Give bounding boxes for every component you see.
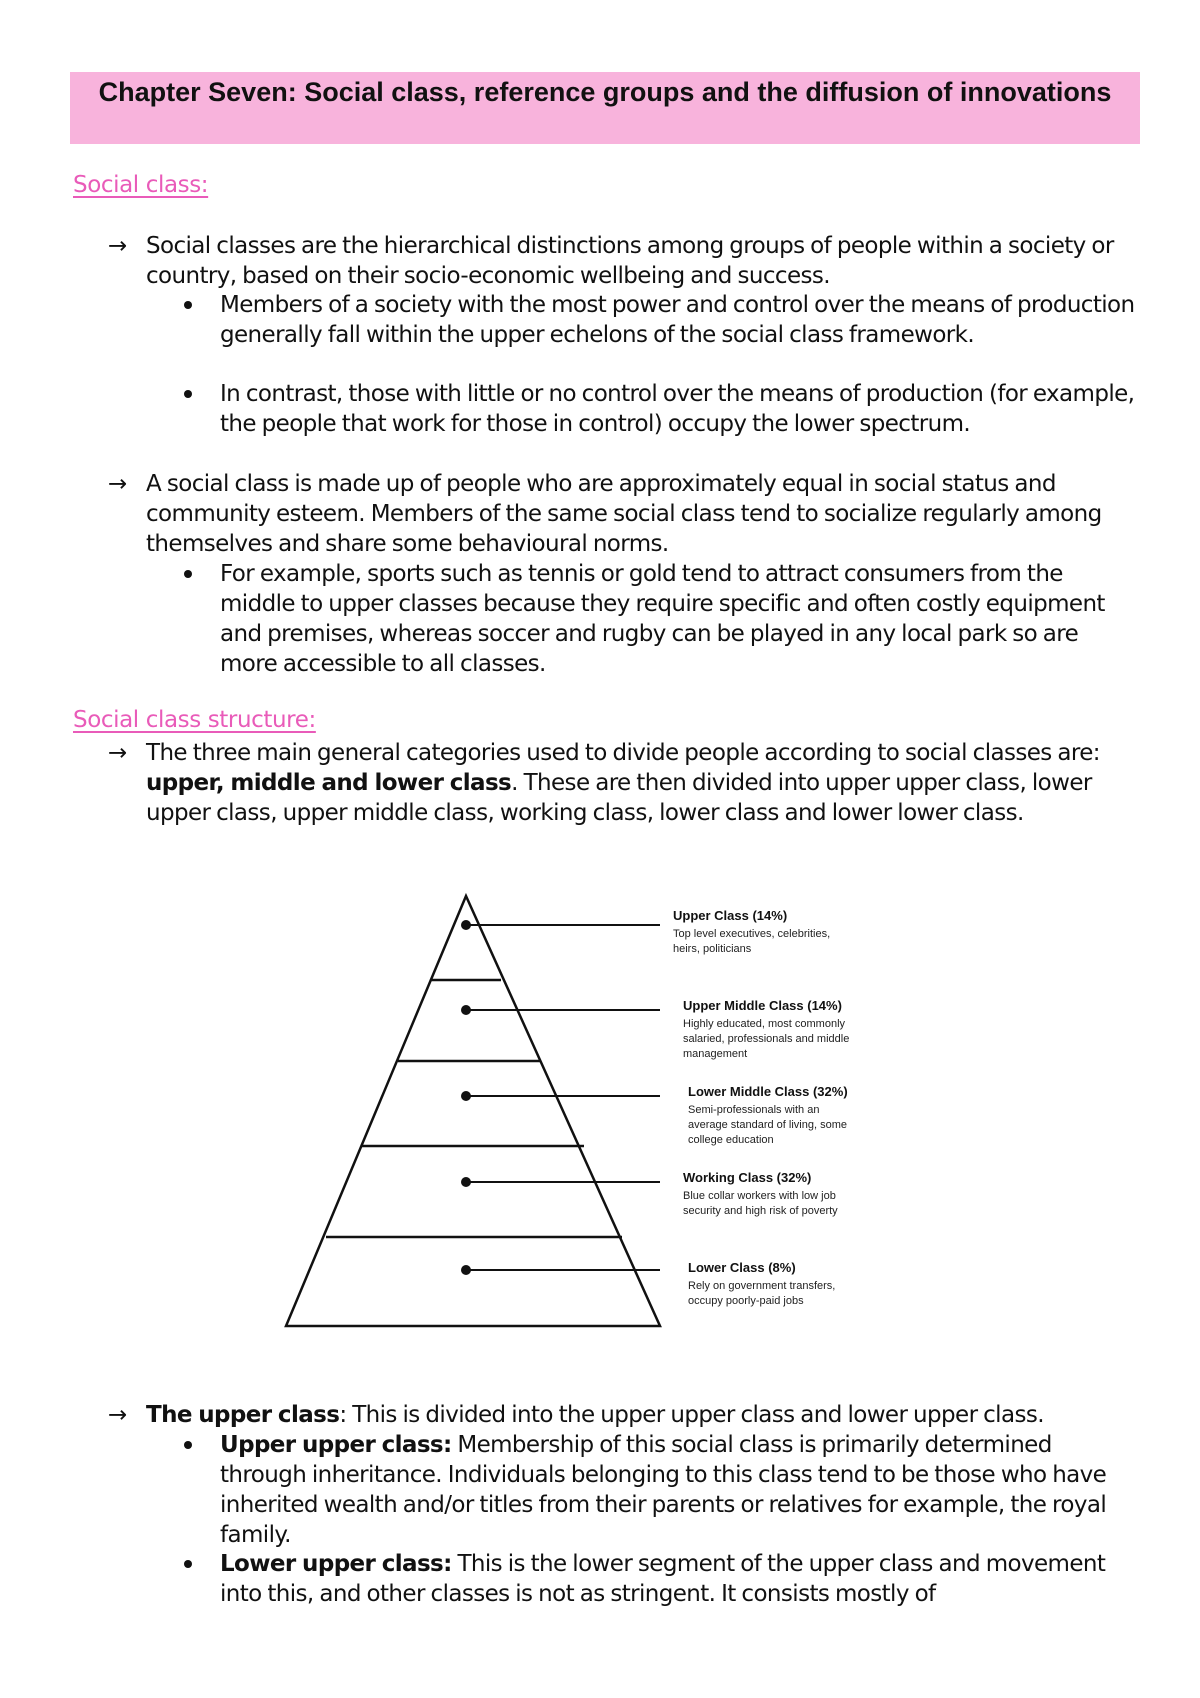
pyramid-level-description: occupy poorly-paid jobs bbox=[688, 1295, 804, 1307]
pyramid-level-description: Highly educated, most commonly bbox=[683, 1018, 846, 1030]
pyramid-level-title: Upper Middle Class (14%) bbox=[683, 998, 842, 1013]
pyramid-outline bbox=[286, 896, 660, 1326]
bullet-text: Upper upper class: Membership of this social class is primarily determined through inheritance. Individuals belonging to this class tend to be those who have inherited wealth and/or titles from their parents or relatives for example, the royal family. bbox=[220, 1432, 1107, 1548]
bullet-item-4 bbox=[178, 1430, 1138, 1550]
pyramid-level-description: Rely on government transfers, bbox=[688, 1280, 836, 1292]
arrow-item-text: The upper class: This is divided into the upper upper class and lower upper class. bbox=[146, 1402, 1044, 1428]
arrow-item-text: A social class is made up of people who are approximately equal in social status and community esteem. Members of the same social class tend to socialize regularly among themselves and share some behavioural norms. bbox=[146, 471, 1102, 557]
pyramid-level-description: salaried, professionals and middle bbox=[683, 1033, 850, 1045]
bullet-icon bbox=[184, 1441, 192, 1449]
arrow-icon: → bbox=[108, 1402, 127, 1428]
section-heading-social-class: Social class: bbox=[73, 172, 209, 198]
bullet-text: In contrast, those with little or no control over the means of production (for example, the people that work for those in control) occupy the lower spectrum. bbox=[220, 381, 1135, 437]
pyramid-level-title: Working Class (32%) bbox=[683, 1170, 812, 1185]
arrow-item-1 bbox=[108, 231, 1153, 291]
pyramid-level-title: Lower Class (8%) bbox=[688, 1260, 796, 1275]
pyramid-pointers bbox=[461, 920, 660, 1275]
pyramid-level-description: Semi-professionals with an bbox=[688, 1104, 820, 1116]
bullet-item-5 bbox=[178, 1549, 1138, 1609]
pyramid-level-description: average standard of living, some bbox=[688, 1119, 847, 1131]
pyramid-level-description: heirs, politicians bbox=[673, 943, 752, 955]
pyramid-level-description: management bbox=[683, 1048, 748, 1060]
pyramid-labels bbox=[673, 908, 849, 1307]
pyramid-level-title: Upper Class (14%) bbox=[673, 908, 788, 923]
bullet-item-1 bbox=[178, 290, 1138, 350]
arrow-icon: → bbox=[108, 471, 127, 497]
bullet-icon bbox=[184, 390, 192, 398]
arrow-item-text: The three main general categories used to divide people according to social classes are: upper, middle and lower class. These are then divided into upper upper class, lower upper class, upper middle class, working class, lower class and lower lower class. bbox=[146, 740, 1100, 826]
bullet-icon bbox=[184, 301, 192, 309]
section-heading-social-class-structure: Social class structure: bbox=[73, 707, 316, 733]
bullet-item-2 bbox=[178, 379, 1138, 439]
arrow-icon: → bbox=[108, 233, 127, 259]
arrow-item-3 bbox=[108, 738, 1153, 828]
arrow-item-2 bbox=[108, 469, 1153, 559]
bullet-text: Members of a society with the most power and control over the means of production generally fall within the upper echelons of the social class framework. bbox=[220, 292, 1135, 348]
bullet-text: For example, sports such as tennis or gold tend to attract consumers from the middle to upper classes because they require specific and often costly equipment and premises, whereas soccer and rugby can be played in any local park so are more accessible to all classes. bbox=[220, 561, 1105, 677]
pyramid-level-description: college education bbox=[688, 1134, 774, 1146]
bullet-text: Lower upper class: This is the lower segment of the upper class and movement into this, and other classes is not as stringent. It consists mostly of bbox=[220, 1551, 1106, 1607]
arrow-icon: → bbox=[108, 740, 127, 766]
bullet-icon bbox=[184, 570, 192, 578]
bullet-icon bbox=[184, 1560, 192, 1568]
pyramid-level-description: Blue collar workers with low job bbox=[683, 1190, 836, 1202]
pyramid-level-title: Lower Middle Class (32%) bbox=[688, 1084, 848, 1099]
pyramid-level-description: security and high risk of poverty bbox=[683, 1205, 838, 1217]
bullet-item-3 bbox=[178, 559, 1138, 679]
arrow-item-4 bbox=[108, 1400, 1153, 1430]
chapter-title: Chapter Seven: Social class, reference groups and the diffusion of innovations bbox=[70, 72, 1140, 144]
social-class-pyramid bbox=[0, 880, 1200, 1340]
arrow-item-text: Social classes are the hierarchical distinctions among groups of people within a society or country, based on their socio-economic wellbeing and success. bbox=[146, 233, 1114, 289]
pyramid-level-description: Top level executives, celebrities, bbox=[673, 928, 831, 940]
